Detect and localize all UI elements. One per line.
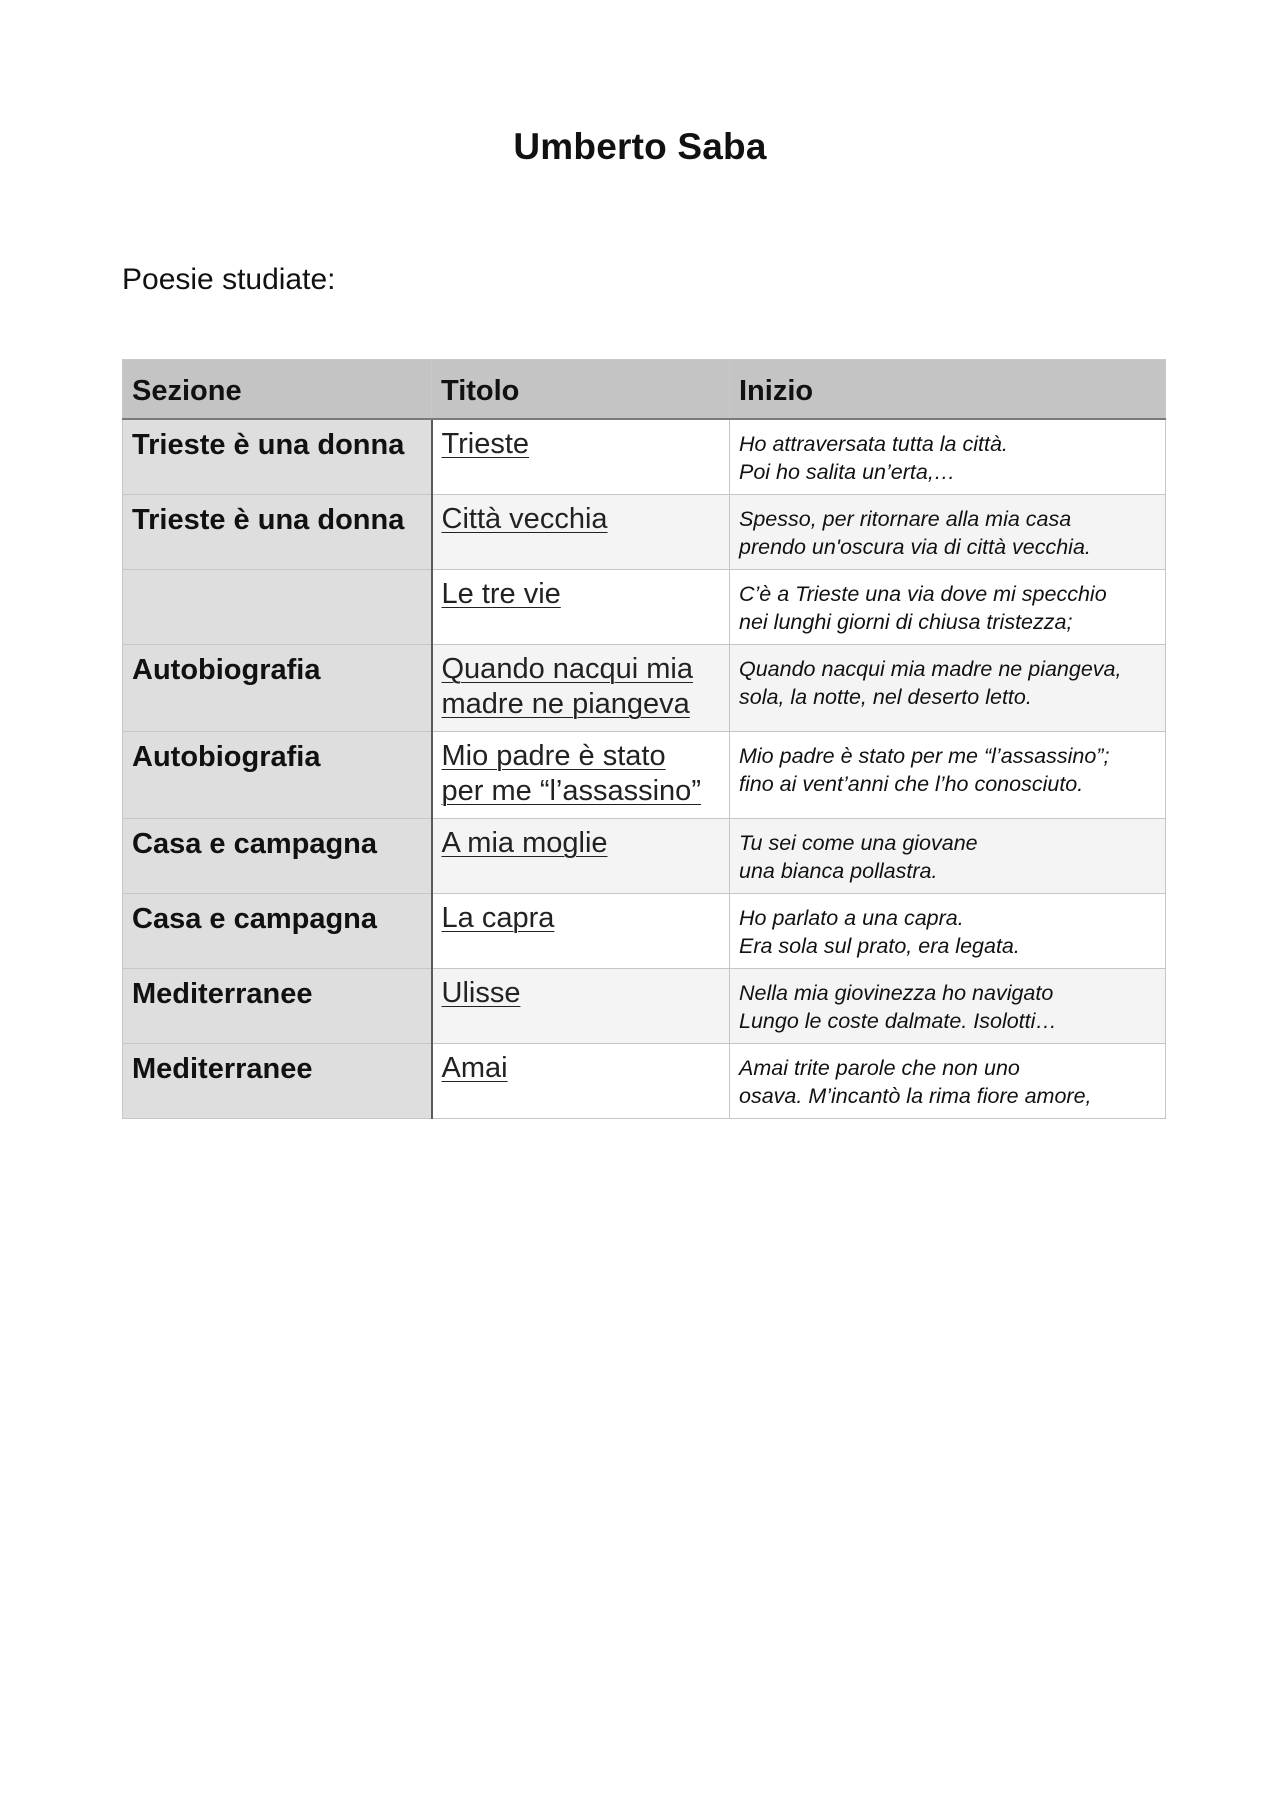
header-sezione: Sezione — [123, 360, 432, 420]
table-row — [123, 570, 1166, 645]
inizio-cell — [730, 732, 1166, 819]
inizio-line: una bianca pollastra. — [739, 859, 938, 883]
poem-title-link[interactable]: Trieste — [441, 428, 530, 460]
inizio-line: osava. M’incantò la rima fiore amore, — [739, 1084, 1092, 1108]
table-row — [123, 894, 1166, 969]
poems-table — [122, 359, 1166, 1119]
titolo-cell — [432, 894, 730, 969]
sezione-cell: Casa e campagna — [123, 894, 432, 969]
inizio-cell — [730, 819, 1166, 894]
titolo-cell — [432, 969, 730, 1044]
poem-title-link[interactable]: Quando nacqui mia madre ne piangeva — [441, 653, 693, 720]
inizio-line: Mio padre è stato per me “l’assassino”; — [739, 744, 1110, 768]
titolo-cell — [432, 495, 730, 570]
inizio-cell — [730, 969, 1166, 1044]
table-row — [123, 819, 1166, 894]
inizio-line: Ho parlato a una capra. — [739, 906, 964, 930]
sezione-cell: Casa e campagna — [123, 819, 432, 894]
inizio-line: Tu sei come una giovane — [739, 831, 978, 855]
sezione-cell: Trieste è una donna — [123, 419, 432, 495]
inizio-line: fino ai vent’anni che l’ho conosciuto. — [739, 772, 1084, 796]
inizio-line: Spesso, per ritornare alla mia casa — [739, 507, 1072, 531]
titolo-cell — [432, 419, 730, 495]
intro-text: Poesie studiate: — [122, 263, 336, 296]
poem-title-link[interactable]: La capra — [441, 902, 555, 934]
inizio-line: Lungo le coste dalmate. Isolotti… — [739, 1009, 1057, 1033]
inizio-line: Poi ho salita un’erta,… — [739, 460, 956, 484]
inizio-line: Amai trite parole che non uno — [739, 1056, 1020, 1080]
inizio-line: Quando nacqui mia madre ne piangeva, — [739, 657, 1122, 681]
sezione-cell: Mediterranee — [123, 1044, 432, 1119]
page-title: Umberto Saba — [513, 126, 767, 167]
inizio-cell — [730, 645, 1166, 732]
header-titolo: Titolo — [432, 360, 730, 420]
inizio-cell — [730, 1044, 1166, 1119]
poem-title-link[interactable]: Città vecchia — [441, 503, 608, 535]
sezione-cell: Trieste è una donna — [123, 495, 432, 570]
sezione-cell — [123, 570, 432, 645]
titolo-cell — [432, 645, 730, 732]
titolo-cell — [432, 732, 730, 819]
inizio-cell — [730, 570, 1166, 645]
sezione-cell: Autobiografia — [123, 645, 432, 732]
inizio-line: Era sola sul prato, era legata. — [739, 934, 1020, 958]
inizio-line: sola, la notte, nel deserto letto. — [739, 685, 1032, 709]
header-inizio: Inizio — [730, 360, 1166, 420]
inizio-cell — [730, 419, 1166, 495]
titolo-cell — [432, 819, 730, 894]
inizio-cell — [730, 894, 1166, 969]
table-row — [123, 732, 1166, 819]
table-row — [123, 1044, 1166, 1119]
poem-title-link[interactable]: Mio padre è stato per me “l’assassino” — [441, 740, 701, 807]
inizio-line: Ho attraversata tutta la città. — [739, 432, 1008, 456]
table-row — [123, 969, 1166, 1044]
table-row — [123, 419, 1166, 495]
poem-title-link[interactable]: Le tre vie — [441, 578, 561, 610]
sezione-cell: Autobiografia — [123, 732, 432, 819]
titolo-cell — [432, 570, 730, 645]
inizio-line: Nella mia giovinezza ho navigato — [739, 981, 1054, 1005]
titolo-cell — [432, 1044, 730, 1119]
inizio-line: nei lunghi giorni di chiusa tristezza; — [739, 610, 1073, 634]
inizio-cell — [730, 495, 1166, 570]
table-row — [123, 645, 1166, 732]
inizio-line: C’è a Trieste una via dove mi specchio — [739, 582, 1107, 606]
inizio-line: prendo un'oscura via di città vecchia. — [739, 535, 1091, 559]
poem-title-link[interactable]: A mia moglie — [441, 827, 608, 859]
table-header-row — [123, 360, 1166, 420]
poem-title-link[interactable]: Amai — [441, 1052, 508, 1084]
poem-title-link[interactable]: Ulisse — [441, 977, 521, 1009]
table-row — [123, 495, 1166, 570]
sezione-cell: Mediterranee — [123, 969, 432, 1044]
